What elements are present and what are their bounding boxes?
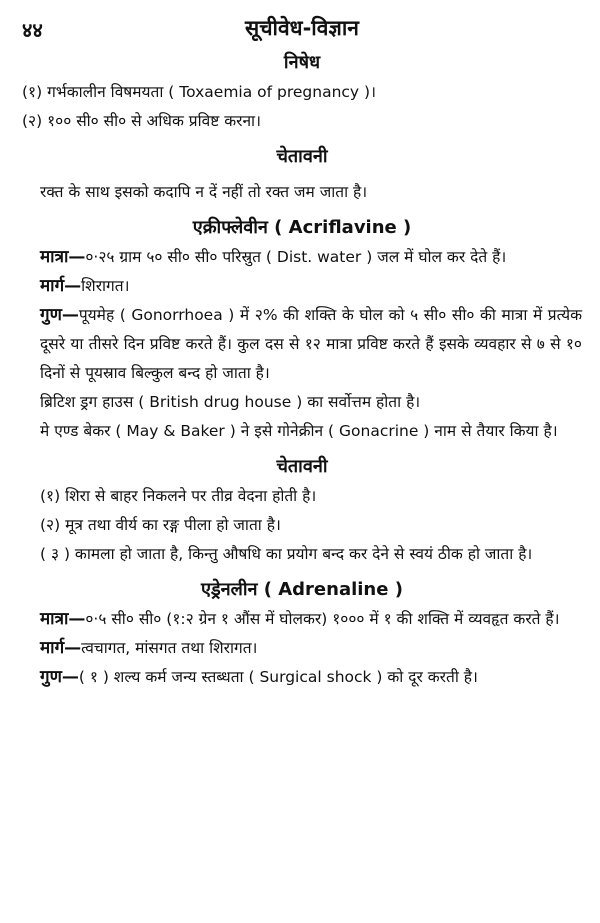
- dose-label: मात्रा—: [40, 609, 86, 629]
- properties-paragraph: [22, 301, 582, 388]
- running-title: सूचीवेध-विज्ञान: [245, 16, 359, 40]
- route-text: शिरागत।: [81, 277, 130, 295]
- dose-text: ०·५ सी० सी० (१:२ ग्रेन १ औंस में घोलकर) १००० में १ की शक्ति में व्यवहृत करते हैं।: [85, 610, 560, 628]
- section-heading: चेतावनी: [276, 146, 328, 167]
- route-label: मार्ग—: [40, 638, 82, 658]
- section-warning: [22, 142, 582, 207]
- list-item: (१) शिरा से बाहर निकलने पर तीव्र वेदना होती है।: [40, 487, 317, 505]
- properties-text: पूयमेह ( Gonorrhoea ) में २% की शक्ति के घोल को ५ सी० सी० की मात्रा में प्रत्येक दूसरे या तीसरे दिन प्रविष्ट करते हैं। कुल दस से १२ मात्रा प्रविष्ट करते हैं इसके व्यवहार से ७ से १० दिनों से पूयस्राव बिल्कुल बन्द हो जाता है।: [40, 306, 582, 382]
- paragraph: ब्रिटिश ड्रग हाउस ( British drug house ) का सर्वोत्तम होता है।: [40, 393, 421, 411]
- section-heading: चेतावनी: [276, 456, 328, 477]
- properties-text: ( १ ) शल्य कर्म जन्य स्तब्धता ( Surgical shock ) को दूर करती है।: [78, 668, 478, 686]
- route-paragraph: [22, 634, 582, 663]
- section-adrenaline: [22, 575, 582, 692]
- section-warning-2: [22, 452, 582, 569]
- section-contraindications: [22, 48, 582, 136]
- section-heading: एक्रीफ्लेवीन ( Acriflavine ): [192, 217, 412, 238]
- paragraph: मे एण्ड बेकर ( May & Baker ) ने इसे गोनेक्रीन ( Gonacrine ) नाम से तैयार किया है।: [40, 422, 558, 440]
- page-header: [22, 14, 582, 48]
- list-item: (२) १०० सी० सी० से अधिक प्रविष्ट करना।: [22, 112, 261, 130]
- route-text: त्वचागत, मांसगत तथा शिरागत।: [81, 639, 258, 657]
- properties-paragraph: [22, 663, 582, 692]
- section-heading: निषेध: [283, 52, 321, 73]
- page-number: ४४: [22, 18, 43, 42]
- properties-label: गुण—: [40, 667, 79, 687]
- paragraph: रक्त के साथ इसको कदापि न दें नहीं तो रक्त जम जाता है।: [40, 183, 368, 201]
- dose-text: ०·२५ ग्राम ५० सी० सी० परिस्रुत ( Dist. water ) जल में घोल कर देते हैं।: [85, 248, 507, 266]
- section-heading: एड्रेनलीन ( Adrenaline ): [201, 579, 403, 600]
- dose-paragraph: [22, 243, 582, 272]
- dose-label: मात्रा—: [40, 247, 86, 267]
- route-paragraph: [22, 272, 582, 301]
- list-item: (१) गर्भकालीन विषमयता ( Toxaemia of pregnancy )।: [22, 83, 376, 101]
- list-item: ( ३ ) कामला हो जाता है, किन्तु औषधि का प्रयोग बन्द कर देने से स्वयं ठीक हो जाता है।: [40, 545, 533, 563]
- section-acriflavine: [22, 213, 582, 446]
- properties-label: गुण—: [40, 305, 79, 325]
- route-label: मार्ग—: [40, 276, 82, 296]
- list-item: (२) मूत्र तथा वीर्य का रङ्ग पीला हो जाता है।: [40, 516, 281, 534]
- dose-paragraph: [22, 605, 582, 634]
